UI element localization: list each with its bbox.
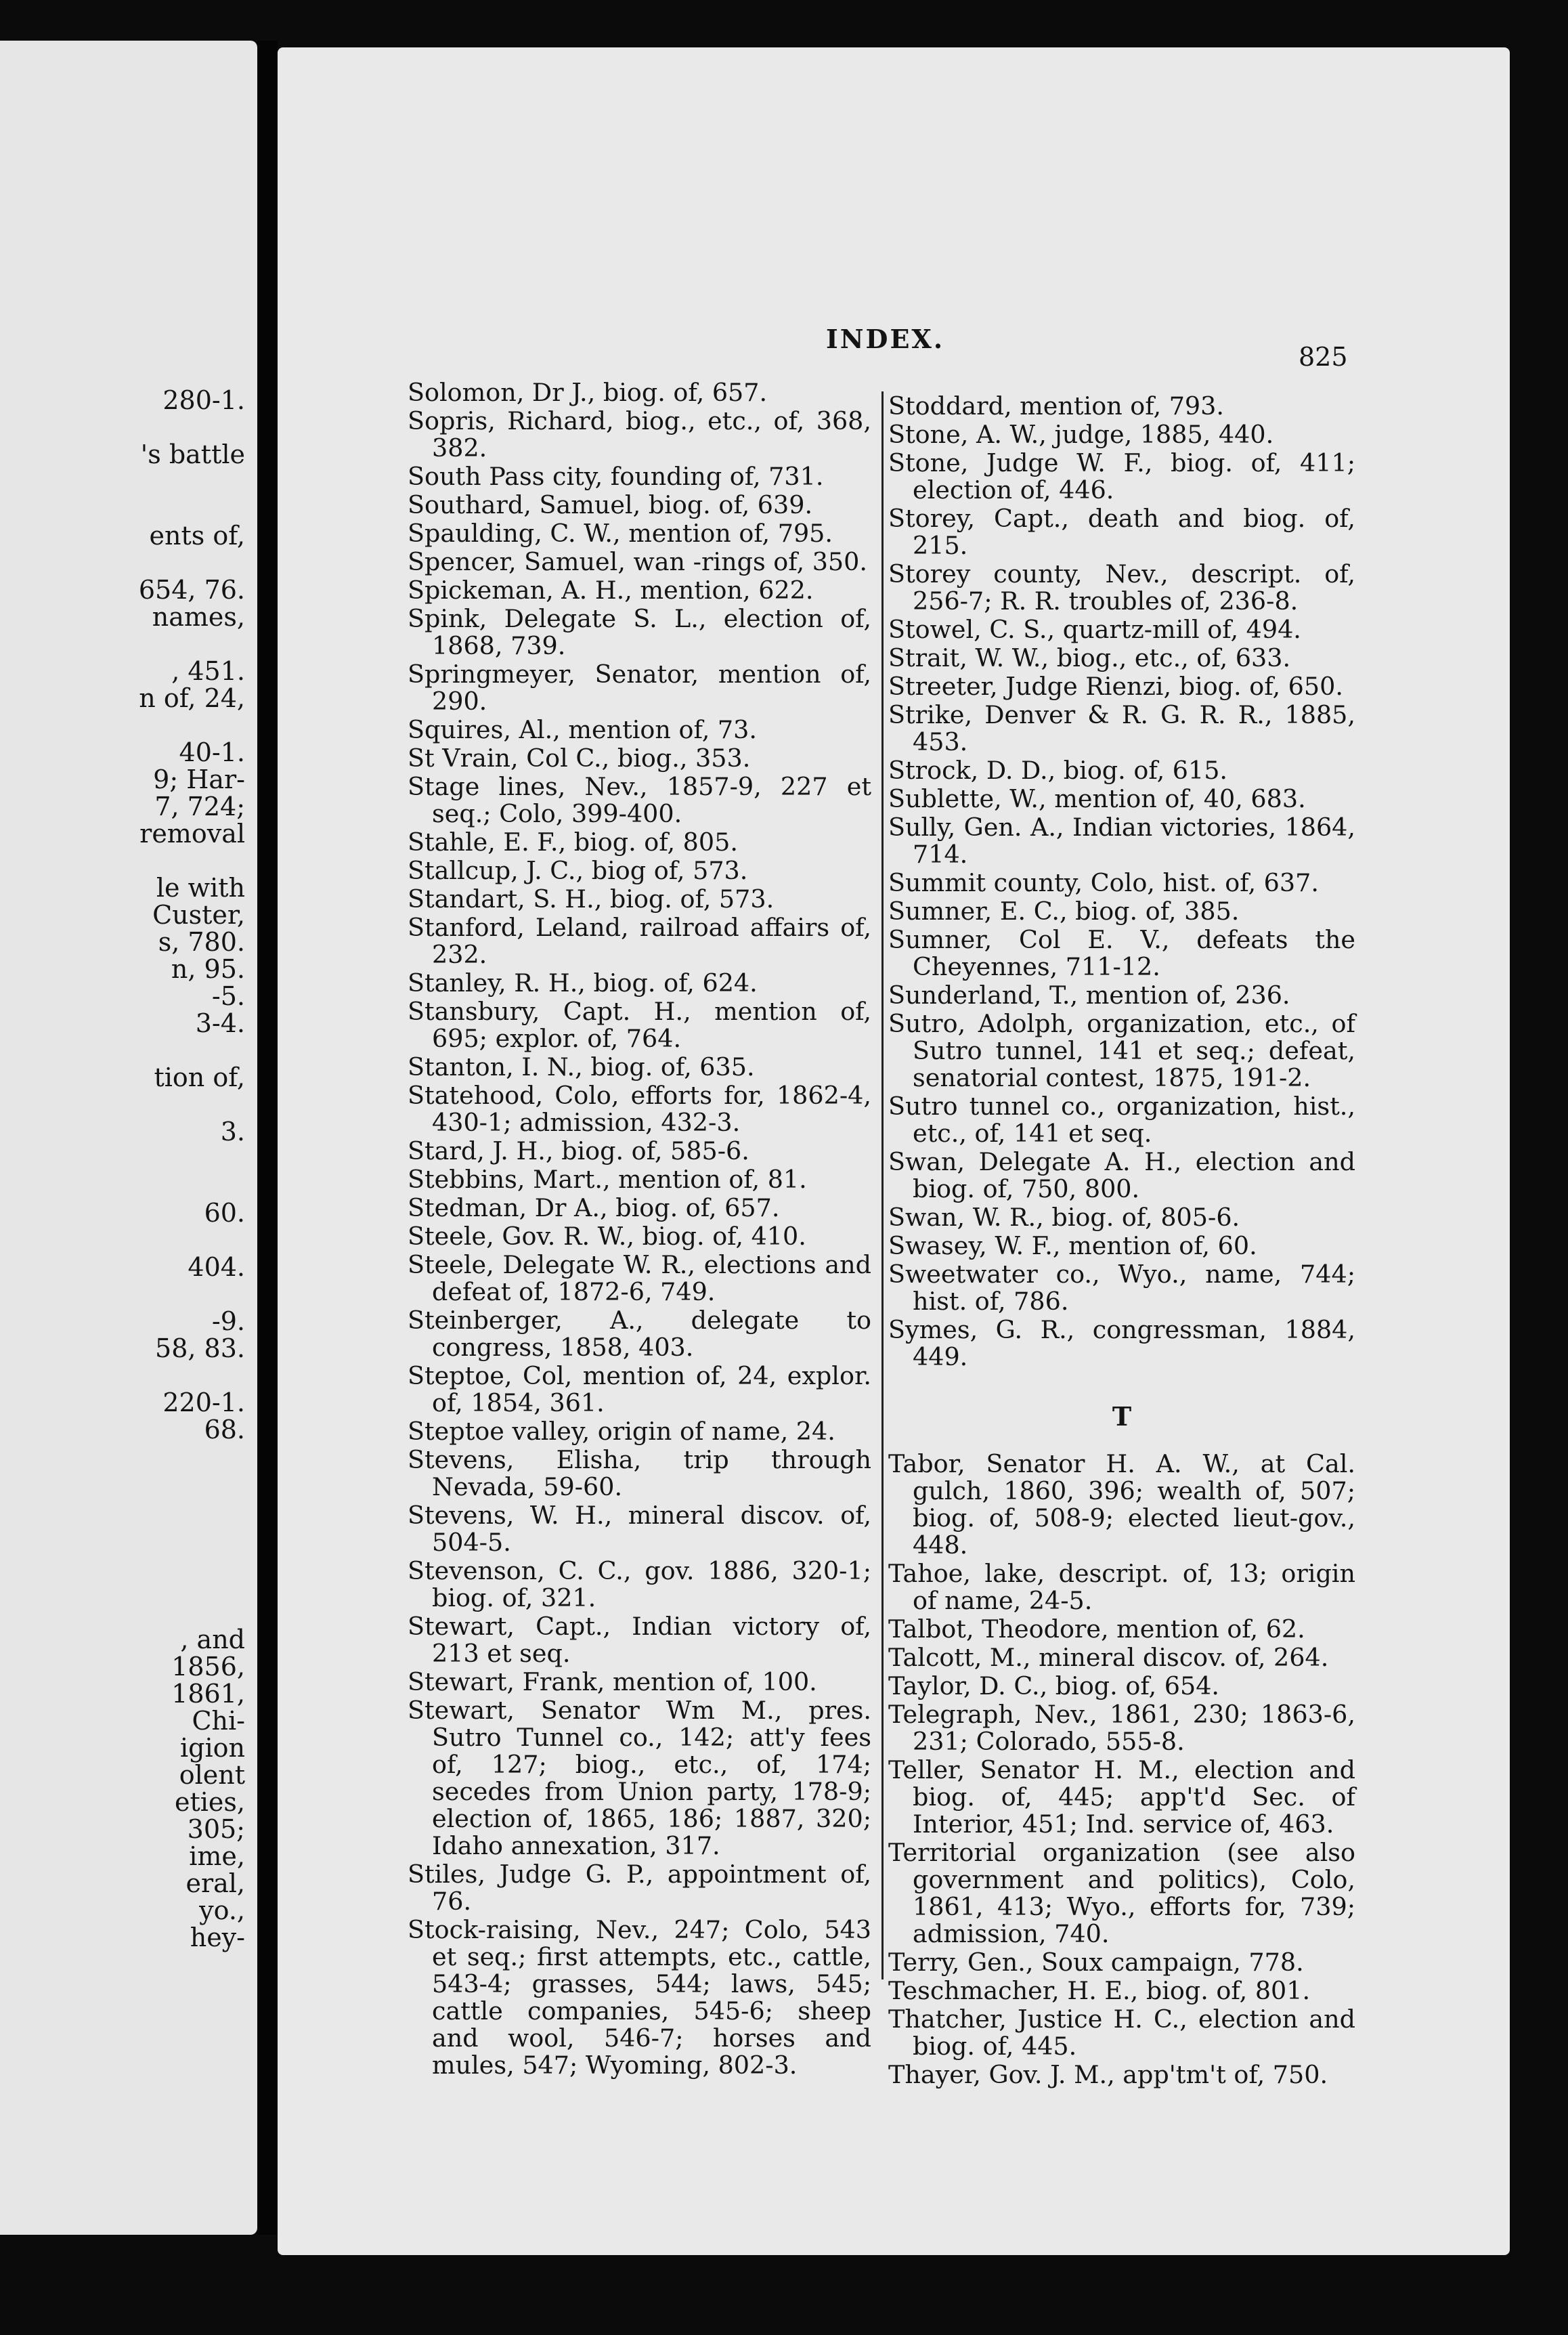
index-entries-t (888, 1451, 1355, 2088)
previous-page-fragment: removal (139, 819, 245, 849)
index-entry: Teschmacher, H. E., biog. of, 801. (888, 1976, 1311, 2005)
index-entry: Steptoe valley, origin of name, 24. (408, 1417, 835, 1446)
previous-page-fragment: n of, 24, (139, 683, 245, 713)
index-entry: Southard, Samuel, biog. of, 639. (408, 490, 813, 519)
previous-page-fragment: 40-1. (179, 737, 245, 767)
index-column-left (408, 379, 871, 2080)
previous-page-fragment: le with (156, 873, 245, 903)
previous-page-fragment: 1861, (171, 1679, 245, 1709)
index-entry: Stiles, Judge G. P., appointment of, 76. (408, 1860, 871, 1916)
index-entry: Stoddard, mention of, 793. (888, 391, 1224, 421)
index-entry: Thayer, Gov. J. M., app'tm't of, 750. (888, 2060, 1328, 2089)
previous-page-fragment: 60. (204, 1198, 245, 1228)
index-entry: Storey county, Nev., descript. of, 256-7; R. R. troubles of, 236-8. (888, 559, 1355, 616)
previous-page-edge (0, 41, 257, 2235)
index-entry: Teller, Senator H. M., election and biog. of, 445; app't'd Sec. of Interior, 451; Ind. service of, 463. (888, 1755, 1355, 1839)
index-entry: Steptoe, Col, mention of, 24, explor. of, 1854, 361. (408, 1361, 871, 1417)
index-entry: Sutro, Adolph, organization, etc., of Sutro tunnel, 141 et seq.; defeat, senatorial contest, 1875, 191-2. (888, 1009, 1355, 1092)
index-entry: Strock, D. D., biog. of, 615. (888, 756, 1228, 785)
index-entry: Stevens, Elisha, trip through Nevada, 59-60. (408, 1445, 871, 1501)
index-entry: Steinberger, A., delegate to congress, 1858, 403. (408, 1306, 871, 1362)
index-entry: Swasey, W. F., mention of, 60. (888, 1231, 1257, 1260)
index-entry: Tahoe, lake, descript. of, 13; origin of name, 24-5. (888, 1559, 1355, 1615)
previous-page-fragment: 305; (187, 1814, 245, 1844)
index-entry: Spencer, Samuel, wan -rings of, 350. (408, 547, 867, 576)
previous-page-fragment: n, 95. (171, 954, 245, 984)
index-entry: Stevens, W. H., mineral discov. of, 504-5. (408, 1501, 871, 1557)
index-entry: Talcott, M., mineral discov. of, 264. (888, 1643, 1329, 1672)
previous-page-fragment: hey- (190, 1923, 245, 1952)
index-entry: Talbot, Theodore, mention of, 62. (888, 1614, 1305, 1644)
previous-page-fragment: 9; Har- (153, 765, 245, 794)
index-entry: Storey, Capt., death and biog. of, 215. (888, 504, 1355, 560)
previous-page-fragment: 68. (204, 1415, 245, 1444)
index-entry: Spink, Delegate S. L., election of, 1868, 739. (408, 604, 871, 660)
previous-page-fragment: -9. (211, 1306, 245, 1336)
index-entry: Spickeman, A. H., mention, 622. (408, 576, 814, 605)
previous-page-fragment: ents of, (149, 521, 245, 551)
previous-page-fragment: , 451. (171, 656, 245, 686)
index-entry: Stebbins, Mart., mention of, 81. (408, 1165, 807, 1194)
previous-page-fragment: s, 780. (158, 927, 245, 957)
previous-page-fragment: 404. (188, 1252, 245, 1282)
index-entry: Stewart, Frank, mention of, 100. (408, 1667, 817, 1696)
page-number: 825 (1299, 342, 1348, 372)
previous-page-fragment: 7, 724; (154, 792, 245, 821)
index-entry: Statehood, Colo, efforts for, 1862-4, 430-1; admission, 432-3. (408, 1081, 871, 1137)
index-entry: Steele, Delegate W. R., elections and defeat of, 1872-6, 749. (408, 1250, 871, 1306)
previous-page-fragment: tion of, (154, 1063, 245, 1092)
index-entry: Solomon, Dr J., biog. of, 657. (408, 378, 768, 407)
index-entry: Stewart, Senator Wm M., pres. Sutro Tunnel co., 142; att'y fees of, 127; biog., etc., of, 174; secedes from Union party, 178-9; election of, 1865, 186; 1887, 320; Idaho annexation, 317. (408, 1696, 871, 1860)
index-entry: Standart, S. H., biog. of, 573. (408, 884, 775, 914)
section-letter: T (1112, 1401, 1132, 1432)
index-entry: Sumner, Col E. V., defeats the Cheyennes, 711-12. (888, 925, 1355, 981)
previous-page-fragment: 3. (220, 1117, 245, 1147)
index-entry: Sweetwater co., Wyo., name, 744; hist. of, 786. (888, 1260, 1355, 1316)
previous-page-fragment: , and (180, 1625, 245, 1654)
index-entry: Stewart, Capt., Indian victory of, 213 et seq. (408, 1612, 871, 1668)
index-entry: Sopris, Richard, biog., etc., of, 368, 382. (408, 406, 871, 463)
index-entry: Stanford, Leland, railroad affairs of, 232. (408, 913, 871, 969)
index-entry: Streeter, Judge Rienzi, biog. of, 650. (888, 672, 1343, 701)
index-entry: Squires, Al., mention of, 73. (408, 715, 757, 744)
index-entry: Strait, W. W., biog., etc., of, 633. (888, 643, 1291, 672)
column-divider (881, 391, 884, 1979)
index-entry: Tabor, Senator H. A. W., at Cal. gulch, 1860, 396; wealth of, 507; biog. of, 508-9; elected lieut-gov., 448. (888, 1449, 1355, 1560)
index-entry: Stage lines, Nev., 1857-9, 227 et seq.; Colo, 399-400. (408, 772, 871, 828)
previous-page-fragment: 654, 76. (138, 575, 245, 605)
previous-page-fragment: 1856, (171, 1652, 245, 1681)
index-entry: Strike, Denver & R. G. R. R., 1885, 453. (888, 700, 1355, 756)
previous-page-fragment: 's battle (140, 440, 245, 469)
index-entry: Stansbury, Capt. H., mention of, 695; explor. of, 764. (408, 997, 871, 1053)
previous-page-fragment: eties, (175, 1787, 245, 1817)
index-entry: Thatcher, Justice H. C., election and biog. of, 445. (888, 2005, 1355, 2061)
index-entries-s (888, 393, 1355, 1371)
previous-page-fragment: -5. (211, 981, 245, 1011)
index-entry: Stanton, I. N., biog. of, 635. (408, 1052, 755, 1081)
previous-page-fragment: Chi- (192, 1706, 245, 1736)
index-entry: Stone, A. W., judge, 1885, 440. (888, 420, 1274, 449)
previous-page-fragment: eral, (186, 1868, 245, 1898)
index-entry: Stedman, Dr A., biog. of, 657. (408, 1193, 780, 1222)
previous-page-fragment: yo., (199, 1895, 245, 1925)
previous-page-fragment: ime, (189, 1841, 245, 1871)
previous-page-fragment: names, (152, 602, 245, 632)
index-entry: Stone, Judge W. F., biog. of, 411; election of, 446. (888, 448, 1355, 505)
index-entry: Springmeyer, Senator, mention of, 290. (408, 660, 871, 716)
index-entry: Stallcup, J. C., biog of, 573. (408, 856, 748, 885)
index-entry: Swan, W. R., biog. of, 805-6. (888, 1203, 1240, 1232)
index-entry: Summit county, Colo, hist. of, 637. (888, 868, 1319, 897)
index-entry: Sublette, W., mention of, 40, 683. (888, 784, 1306, 813)
index-entry: Terry, Gen., Soux campaign, 778. (888, 1948, 1304, 1977)
index-entry: Stock-raising, Nev., 247; Colo, 543 et seq.; first attempts, etc., cattle, 543-4; grasses, 544; laws, 545; cattle companies, 545-6; sheep and wool, 546-7; horses and mules, 547; Wyoming, 802-3. (408, 1915, 871, 2080)
index-entry: Symes, G. R., congressman, 1884, 449. (888, 1315, 1355, 1371)
book-gutter (257, 41, 278, 2235)
index-entry: Sully, Gen. A., Indian victories, 1864, 714. (888, 813, 1355, 869)
index-entry: Spaulding, C. W., mention of, 795. (408, 519, 833, 548)
page-title: INDEX. (826, 324, 945, 354)
index-column-right (888, 393, 1355, 2090)
index-entry: Telegraph, Nev., 1861, 230; 1863-6, 231; Colorado, 555-8. (888, 1700, 1355, 1756)
previous-page-fragment: 280-1. (162, 385, 245, 415)
previous-page-fragment: igion (180, 1733, 245, 1763)
previous-page-fragment: Custer, (152, 900, 245, 930)
index-entry: Stevenson, C. C., gov. 1886, 320-1; biog. of, 321. (408, 1556, 871, 1612)
index-entry: Taylor, D. C., biog. of, 654. (888, 1671, 1220, 1700)
index-entry: Steele, Gov. R. W., biog. of, 410. (408, 1222, 806, 1251)
index-entry: Sutro tunnel co., organization, hist., etc., of, 141 et seq. (888, 1092, 1355, 1148)
previous-page-fragment: 3-4. (195, 1008, 245, 1038)
index-entry: Stahle, E. F., biog. of, 805. (408, 828, 738, 857)
previous-page-fragment: 58, 83. (155, 1333, 245, 1363)
index-entry: Territorial organization (see also government and politics), Colo, 1861, 413; Wyo., efforts for, 739; admission, 740. (888, 1838, 1355, 1948)
index-entry: Sunderland, T., mention of, 236. (888, 981, 1290, 1010)
index-entry: Stard, J. H., biog. of, 585-6. (408, 1136, 749, 1165)
previous-page-fragment: 220-1. (162, 1388, 245, 1417)
index-entry: Sumner, E. C., biog. of, 385. (888, 897, 1240, 926)
index-entry: Stanley, R. H., biog. of, 624. (408, 968, 758, 998)
index-entry: South Pass city, founding of, 731. (408, 462, 824, 491)
previous-page-fragment: olent (179, 1760, 245, 1790)
index-entry: St Vrain, Col C., biog., 353. (408, 744, 751, 773)
index-entry: Swan, Delegate A. H., election and biog. of, 750, 800. (888, 1147, 1355, 1203)
index-entry: Stowel, C. S., quartz-mill of, 494. (888, 615, 1301, 644)
